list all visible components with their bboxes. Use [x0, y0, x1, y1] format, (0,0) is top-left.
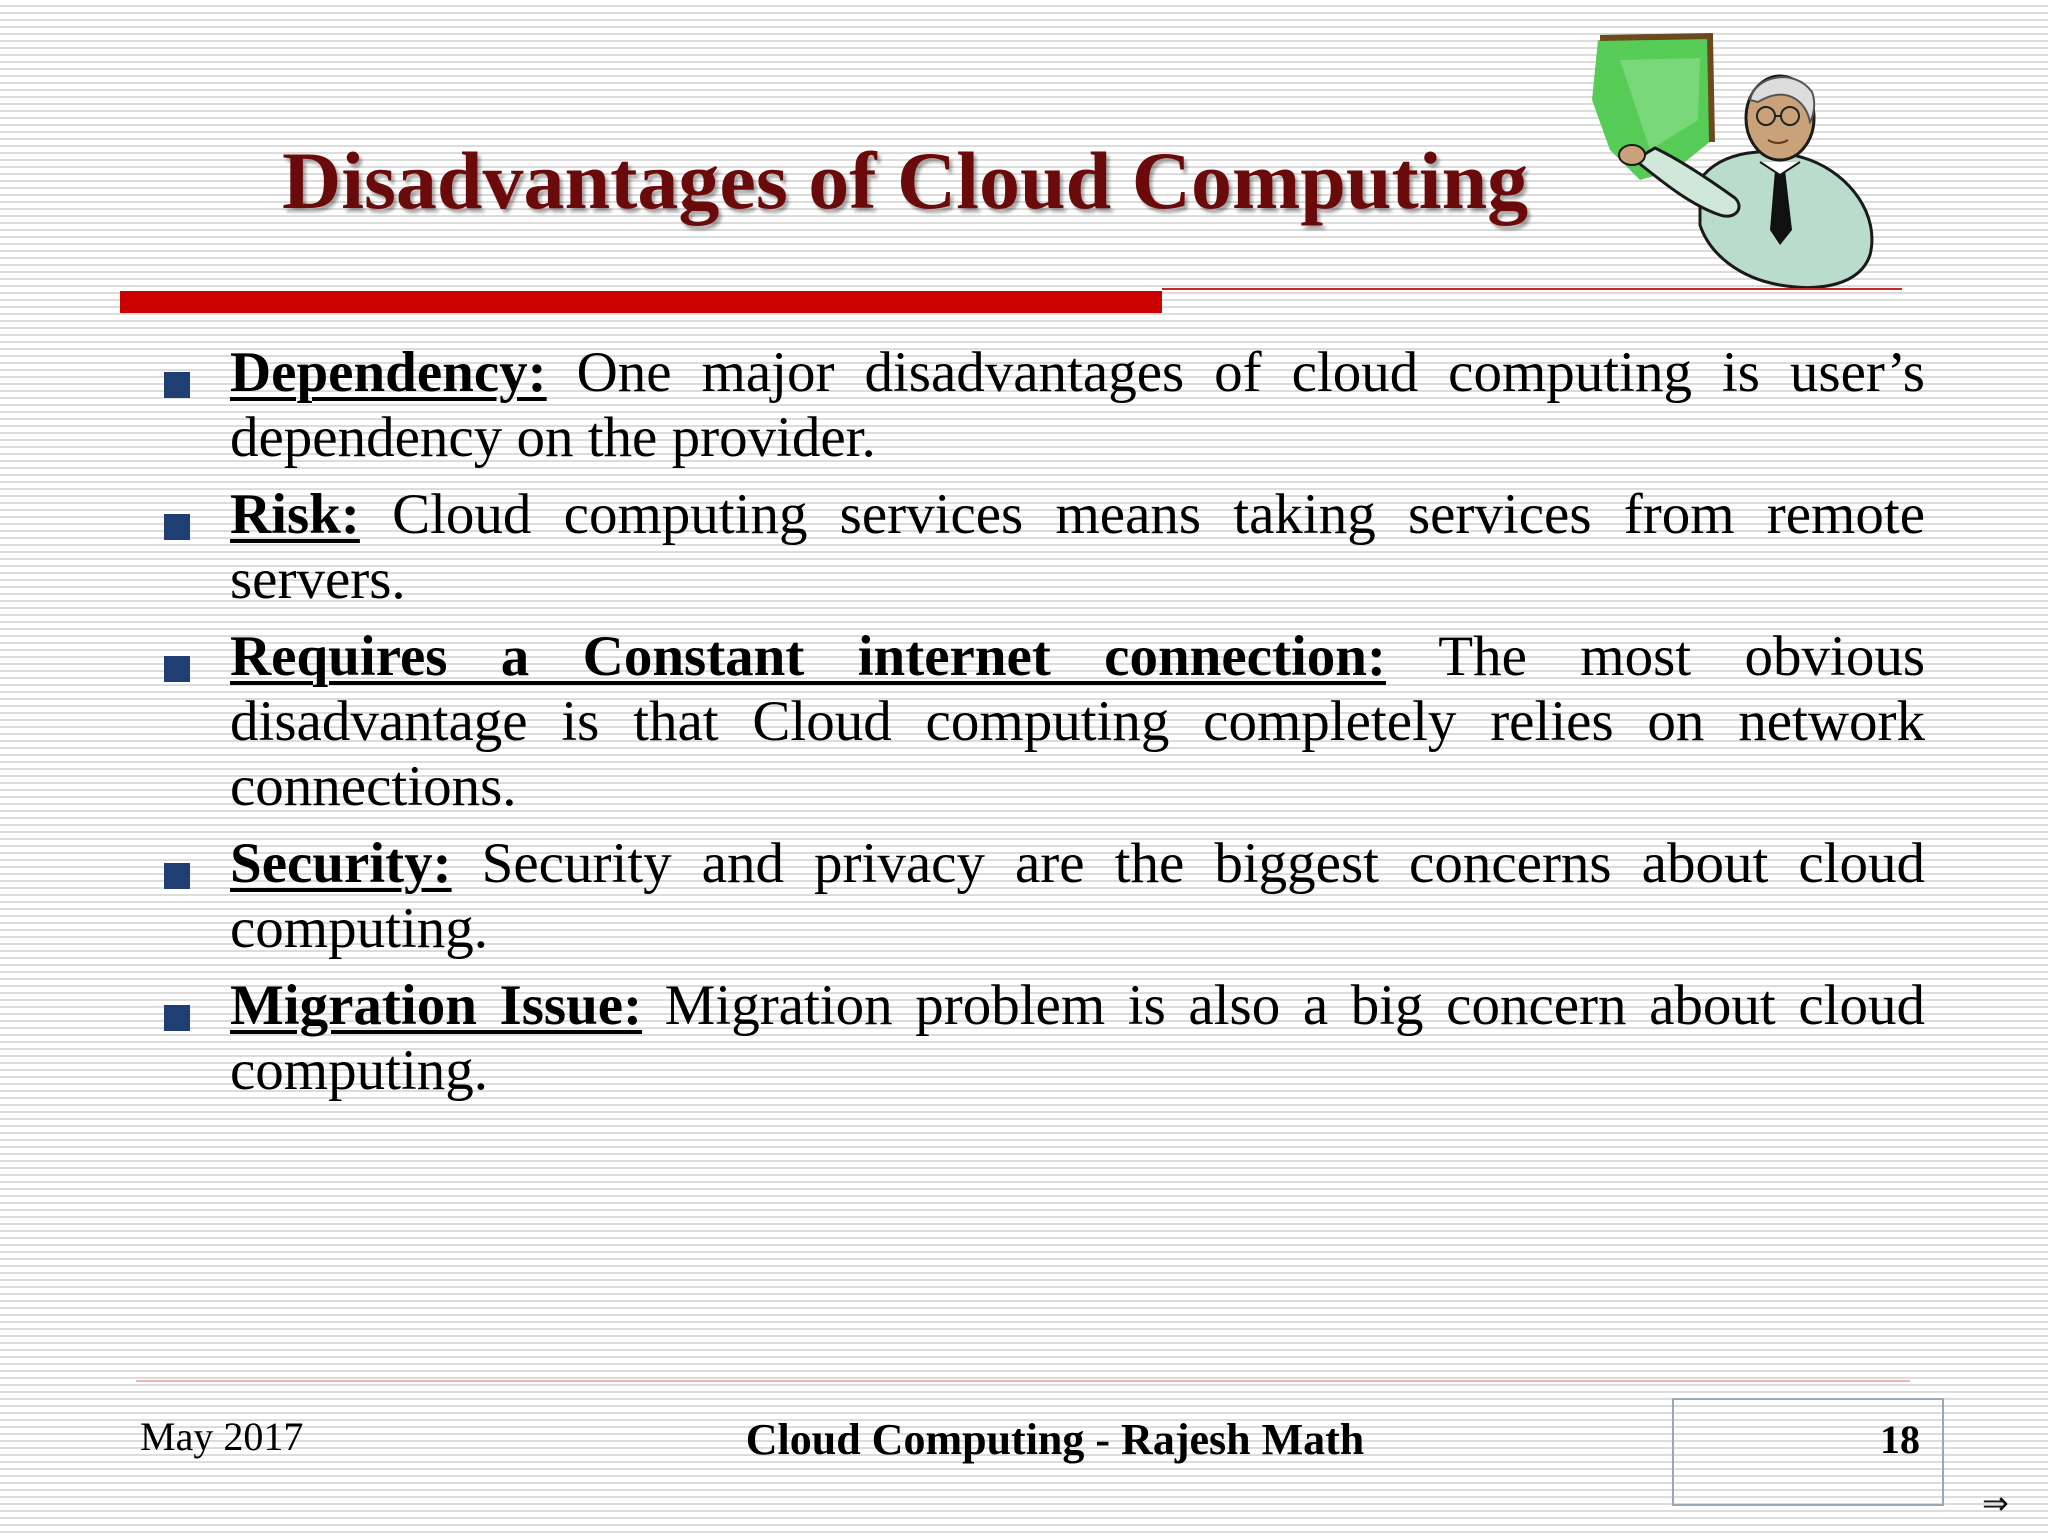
bullet-description: Migration problem is also a big concern about cloud computing. [230, 974, 1925, 1102]
slide-title: Disadvantages of Cloud Computing [282, 135, 1529, 226]
square-bullet-icon [164, 1005, 190, 1031]
square-bullet-icon [164, 863, 190, 889]
bullet-list [160, 340, 1925, 1115]
bullet-item-migration [160, 973, 1925, 1103]
footer-title: Cloud Computing - Rajesh Math [745, 1415, 1365, 1464]
bullet-text [230, 340, 1925, 470]
title-underline-bar [120, 291, 1162, 313]
bullet-description: Cloud computing services means taking services from remote servers. [230, 483, 1925, 611]
bullet-text [230, 482, 1925, 612]
bullet-term: Dependency: [230, 341, 547, 404]
footer-divider [136, 1380, 1910, 1382]
teacher-with-board-icon [1580, 30, 1890, 300]
bullet-description: The most obvious disadvantage is that Cloud computing completely relies on network connections. [230, 625, 1926, 818]
bullet-description: Security and privacy are the biggest concerns about cloud computing. [230, 832, 1925, 960]
bullet-item-risk [160, 482, 1925, 612]
page-number: 18 [1880, 1417, 1920, 1462]
bullet-term: Risk: [230, 483, 360, 546]
bullet-description: One major disadvantages of cloud computing is user’s dependency on the provider. [230, 341, 1925, 469]
square-bullet-icon [164, 656, 190, 682]
bullet-term: Migration Issue: [230, 974, 643, 1037]
bullet-item-security [160, 831, 1925, 961]
bullet-text [230, 624, 1925, 819]
bullet-term: Requires a Constant internet connection: [230, 625, 1386, 688]
bullet-item-dependency [160, 340, 1925, 470]
bullet-text [230, 973, 1925, 1103]
bullet-text [230, 831, 1925, 961]
square-bullet-icon [164, 514, 190, 540]
page-number-box [1672, 1398, 1944, 1506]
bullet-term: Security: [230, 832, 452, 895]
title-underline-rule [1162, 288, 1902, 290]
bullet-item-internet-connection [160, 624, 1925, 819]
square-bullet-icon [164, 372, 190, 398]
next-slide-arrow-icon[interactable]: ⇒ [1982, 1484, 2009, 1522]
footer-date: May 2017 [140, 1414, 304, 1459]
